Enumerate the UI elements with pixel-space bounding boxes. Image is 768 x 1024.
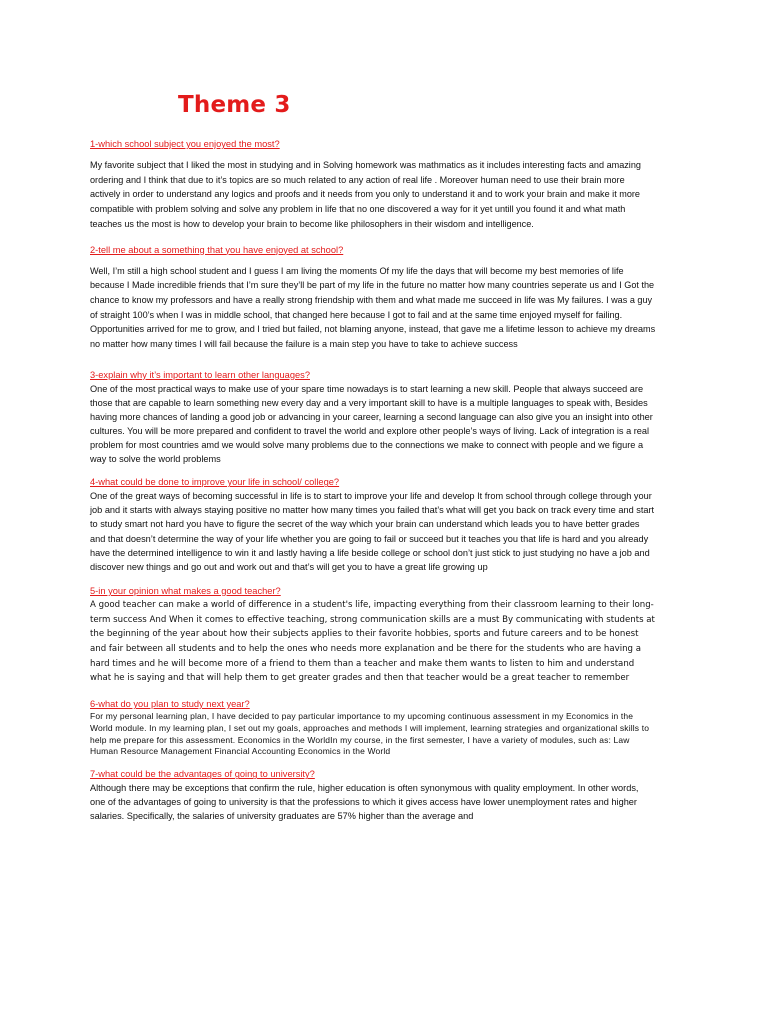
answer-1: My favorite subject that I liked the most in studying and in Solving homework was mathmatics as it includes interesting facts and amazing ordering and I think that due to it’s topics are so much related to any action of real life . Moreover human need to use their brain more actively in order to understand any logics and proofs and it needs from you only to understand it and to work your brain and make it more compatible with problem solving and solve any problem in life that no one discovered a way for it yet untill you found it and what math teaches us the most is how to develop your brain to become like philosophers in their wisdom and intelligence.	[90, 160, 641, 229]
section-1	[90, 138, 656, 232]
document-body	[90, 138, 656, 824]
question-3: 3-explain why it’s important to learn other languages?	[90, 369, 310, 380]
question-5: 5-in your opinion what makes a good teacher?	[90, 585, 281, 596]
section-4	[90, 476, 656, 574]
question-7: 7-what could be the advantages of going to university?	[90, 769, 315, 780]
answer-2: Well, I’m still a high school student and I guess I am living the moments Of my life the days that will become my best memories of life because I Made incredible friends that I’m sure they’ll be part of my life in the future no matter how many countries seperate us and I Got the chance to know my professors and have a really strong friendship with them and what made me succeed in life was My failures. I was a guy of straight 100’s when I was in middle school, that changed here because I got to fail and at the same time enjoyed myself for failing. Opportunities arrived for me to grow, and I tried but failed, not blaming anyone, instead, that gave me a lifetime lesson to achieve my dreams no matter how many times I will fail because the failure is a main step you have to take to achieve success	[90, 265, 656, 350]
document-title: Theme 3	[178, 92, 291, 118]
section-2	[90, 244, 656, 352]
answer-3: One of the most practical ways to make use of your spare time nowadays is to start learning a new skill. People that always succeed are those that are capable to learn something new every day and a very important skill to have is a multiple languages to speak with, Besides having more chances of landing a good job or advancing in your career, learning a second language can also give you an insight into other cultures. You will be more prepared and confident to travel the world and explore other people’s ways of living. Lack of integration is a real problem for most countries amd we would solve many problems due to the connections we make to connect with people and we figure a way to solve the world problems	[90, 383, 653, 465]
answer-4: One of the great ways of becoming successful in life is to start to improve your life and develop It from school through college through your job and it starts with always staying positive no matter how many times you failed that’s what will get you back on track every time and start to study smart not hard you have to figure the secret of the way which your brain can understand which leads you to have better grades and that doesn’t determine the way of your life whether you are going to fail or succeed but it teaches you that life is hard and you already have the determined intelligence to win it and lastly having a life beside college or school don’t just stick to just studying no have a job and discover new things and go out and work out and that’s will get you to have a great life growing up	[90, 491, 655, 572]
answer-7: Although there may be exceptions that confirm the rule, higher education is often synonymous with quality employment. In other words, one of the advantages of going to university is that the professions to which it gives access have lower unemployment rates and higher salaries. Specifically, the salaries of university graduates are 57% higher than the average and	[90, 783, 639, 822]
answer-5: A good teacher can make a world of difference in a student's life, impacting everything from their classroom learning to their long-term success And When it comes to effective teaching, strong communication skills are a must By communicating with students at the beginning of the year about how their subjects applies to their favorite hobbies, sports and future careers and to be honest and fair between all students and to help the ones who needs more explanation and be there for the students who are having a hard times and he will become more of a friend to them than a teacher and make them wants to listen to him and understand what he is saying and that will help them to get greater grades and then that teacher would be a great teacher to remember	[90, 599, 655, 684]
section-6	[90, 698, 656, 758]
question-2: 2-tell me about a something that you have enjoyed at school?	[90, 244, 344, 255]
question-6: 6-what do you plan to study next year?	[90, 699, 250, 710]
section-3	[90, 369, 656, 467]
question-4: 4-what could be done to improve your life in school/ college?	[90, 477, 340, 488]
answer-6: For my personal learning plan, I have decided to pay particular importance to my upcoming continuous assessment in my Economics in the World module. In my learning plan, I set out my goals, approaches and methods I will implement, learning strategies and organizational skills to help me prepare for this assessment. Economics in the WorldIn my course, in the first semester, I have a variety of modules, such as: Law Human Resource Management Financial Accounting Economics in the World	[90, 711, 650, 757]
section-7	[90, 768, 656, 823]
question-1: 1-which school subject you enjoyed the most?	[90, 139, 280, 149]
section-5	[90, 585, 656, 686]
